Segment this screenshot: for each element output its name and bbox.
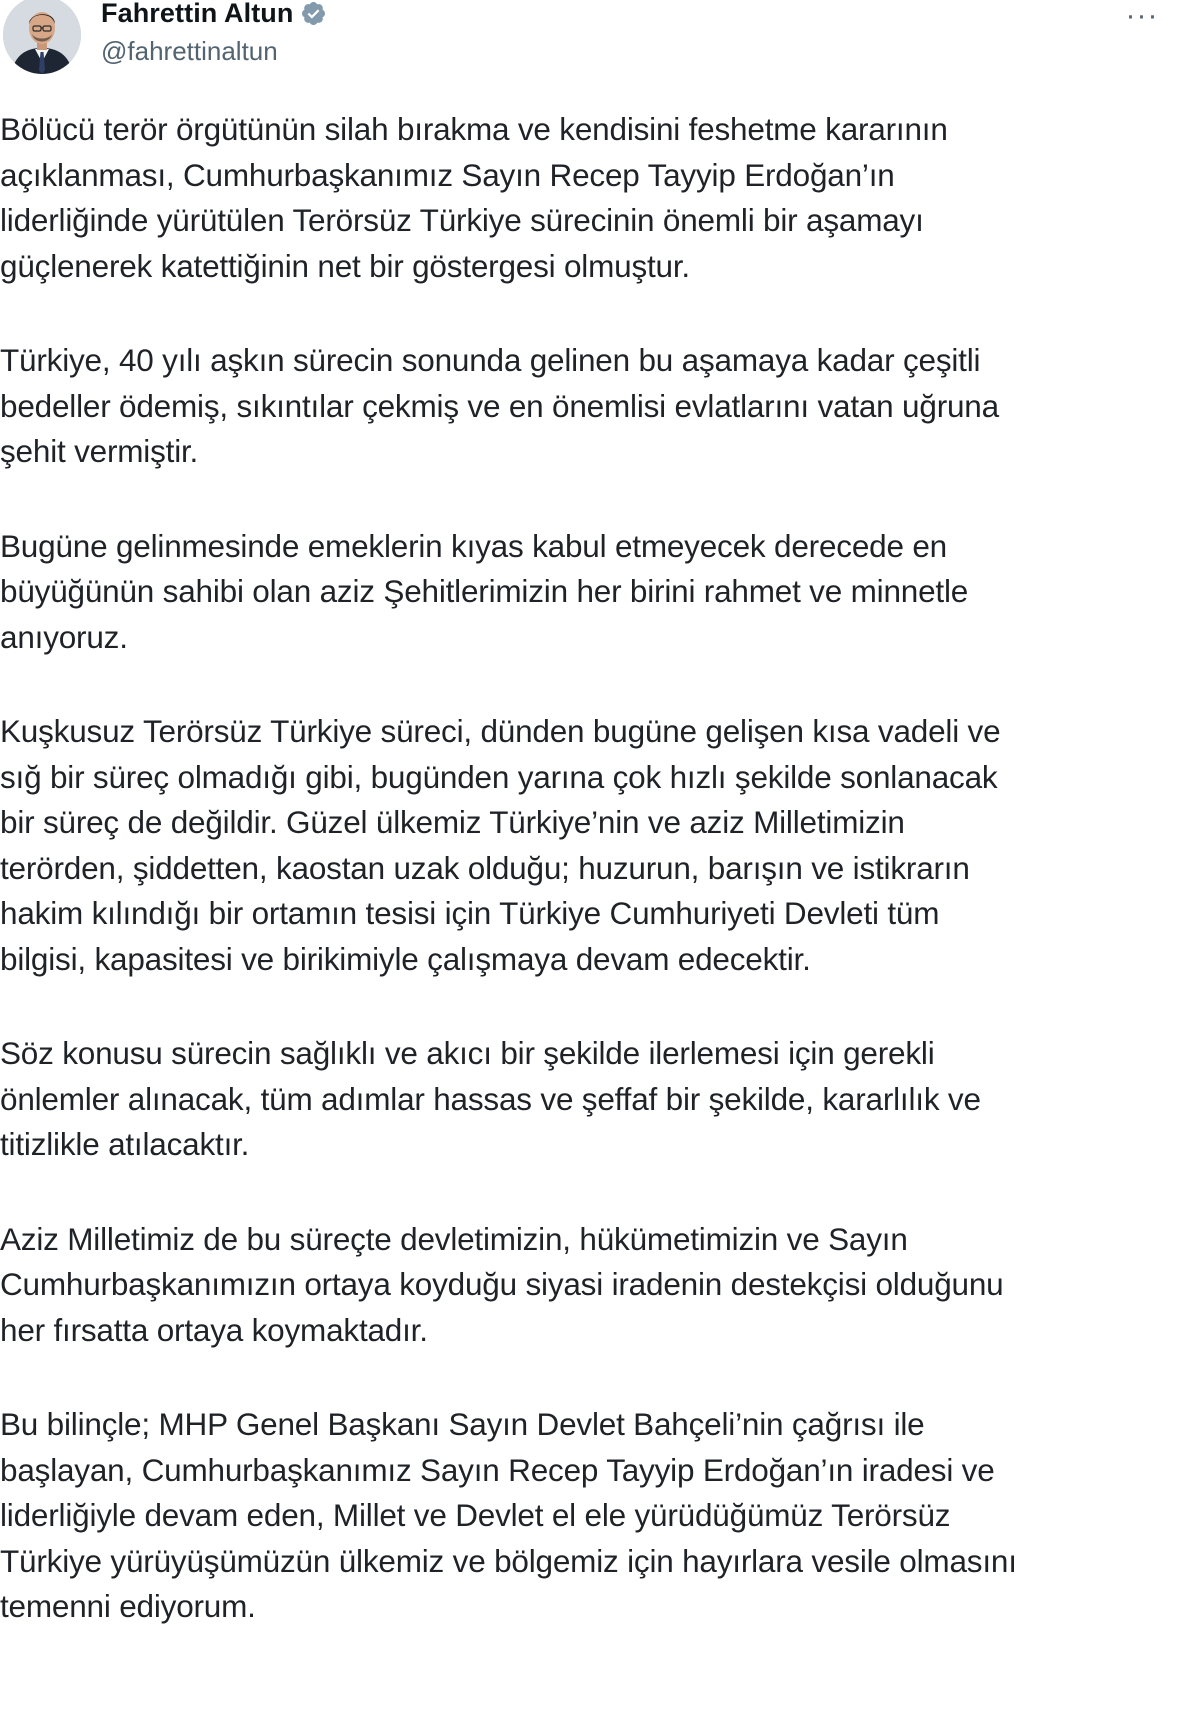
tweet-paragraph xyxy=(0,1031,1175,1168)
tweet-paragraph xyxy=(0,338,1175,475)
more-options-icon[interactable]: ··· xyxy=(1125,0,1159,32)
avatar-portrait-icon xyxy=(3,0,81,74)
tweet-text-line: Türkiye, 40 yılı aşkın sürecin sonunda gelinen bu aşamaya kadar çeşitli xyxy=(0,342,981,378)
author-display-name[interactable]: Fahrettin Altun xyxy=(101,0,294,28)
tweet-text-line: açıklanması, Cumhurbaşkanımız Sayın Recep Tayyip Erdoğan’ın xyxy=(0,156,895,193)
tweet-text-line: Söz konusu sürecin sağlıklı ve akıcı bir şekilde ilerlemesi için gerekli xyxy=(0,1035,935,1071)
author-handle[interactable]: @fahrettinaltun xyxy=(101,36,278,66)
tweet-header xyxy=(101,0,327,74)
tweet-text-line: önlemler alınacak, tüm adımlar hassas ve şeffaf bir şekilde, kararlılık ve xyxy=(0,1080,981,1117)
tweet-text-line: her fırsatta ortaya koymaktadır. xyxy=(0,1311,428,1348)
tweet-paragraph xyxy=(0,107,1175,289)
verified-badge-icon[interactable] xyxy=(300,0,327,27)
tweet-paragraph xyxy=(0,709,1175,982)
tweet-text-line: titizlikle atılacaktır. xyxy=(0,1126,250,1162)
tweet-text-line: Aziz Milletimiz de bu süreçte devletimizin, hükümetimizin ve Sayın xyxy=(0,1220,908,1257)
tweet-text-line: Cumhurbaşkanımızın ortaya koyduğu siyasi iradenin destekçisi olduğunu xyxy=(0,1266,1004,1302)
tweet-text xyxy=(0,107,1175,1679)
tweet-text-line: liderliğiyle devam eden, Millet ve Devlet el ele yürüdüğümüz Terörsüz xyxy=(0,1497,951,1533)
tweet-text-line: Kuşkusuz Terörsüz Türkiye süreci, dünden bugüne gelişen kısa vadeli ve xyxy=(0,713,1001,749)
tweet-paragraph xyxy=(0,1217,1175,1354)
tweet-text-line: güçlenerek katettiğinin net bir göstergesi olmuştur. xyxy=(0,247,690,284)
tweet-text-line: bir süreç de değildir. Güzel ülkemiz Türkiye’nin ve aziz Milletimizin xyxy=(0,804,905,840)
tweet-text-line: Bugüne gelinmesinde emeklerin kıyas kabul etmeyecek derecede en xyxy=(0,527,947,564)
tweet-text-line: hakim kılındığı bir ortamın tesisi için Türkiye Cumhuriyeti Devleti tüm xyxy=(0,895,940,931)
tweet-text-line: Bölücü terör örgütünün silah bırakma ve kendisini feshetme kararının xyxy=(0,111,948,147)
tweet-text-line: temenni ediyorum. xyxy=(0,1588,256,1624)
avatar[interactable] xyxy=(3,0,81,74)
tweet-text-line: büyüğünün sahibi olan aziz Şehitlerimizin her birini rahmet ve minnetle xyxy=(0,573,969,609)
tweet-paragraph xyxy=(0,1402,1175,1630)
tweet-text-line: şehit vermiştir. xyxy=(0,433,199,469)
tweet-text-line: Türkiye yürüyüşümüzün ülkemiz ve bölgemiz için hayırlara vesile olmasını xyxy=(0,1542,1017,1579)
tweet-text-line: Bu bilinçle; MHP Genel Başkanı Sayın Devlet Bahçeli’nin çağrısı ile xyxy=(0,1406,925,1442)
tweet-text-line: sığ bir süreç olmadığı gibi, bugünden yarına çok hızlı şekilde sonlanacak xyxy=(0,758,998,795)
author-name-row xyxy=(101,0,327,32)
tweet-text-line: liderliğinde yürütülen Terörsüz Türkiye sürecinin önemli bir aşamayı xyxy=(0,202,924,238)
tweet-text-line: bedeller ödemiş, sıkıntılar çekmiş ve en önemlisi evlatlarını vatan uğruna xyxy=(0,387,999,424)
tweet-text-line: başlayan, Cumhurbaşkanımız Sayın Recep Tayyip Erdoğan’ın iradesi ve xyxy=(0,1451,995,1488)
tweet-text-line: terörden, şiddetten, kaostan uzak olduğu; huzurun, barışın ve istikrarın xyxy=(0,849,970,886)
tweet-text-line: bilgisi, kapasitesi ve birikimiyle çalışmaya devam edecektir. xyxy=(0,940,811,977)
tweet-text-line: anıyoruz. xyxy=(0,618,128,655)
tweet-paragraph xyxy=(0,524,1175,661)
